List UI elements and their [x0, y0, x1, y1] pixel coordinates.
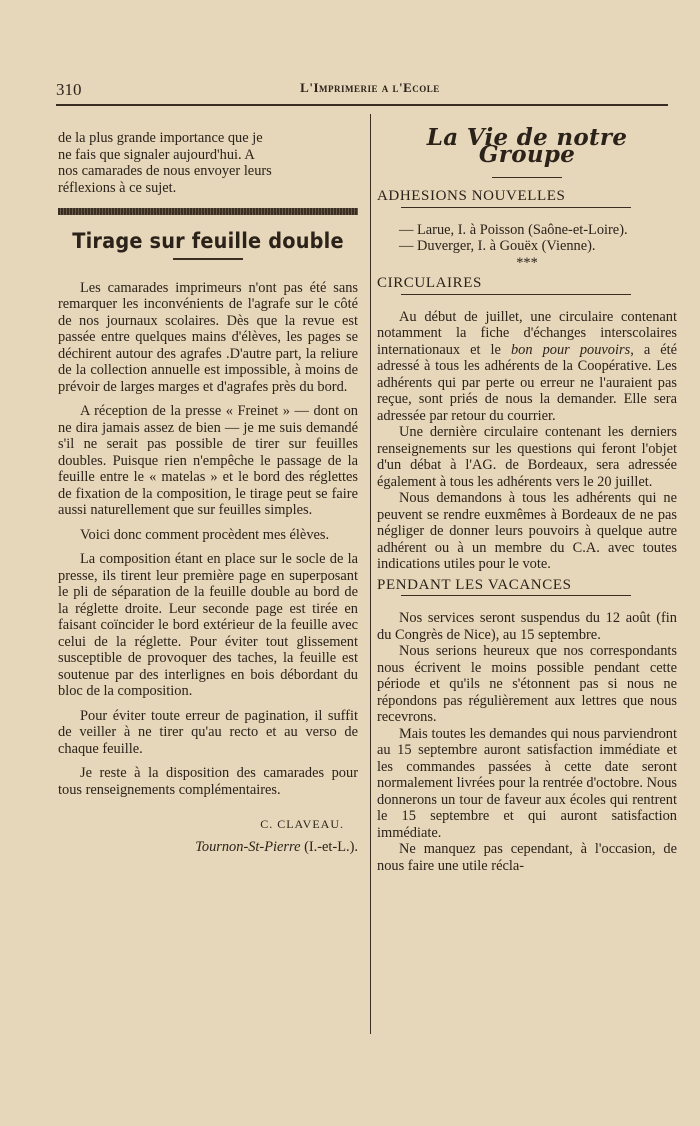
intro-line: réflexions à ce sujet. [58, 179, 177, 196]
page-number: 310 [56, 80, 82, 99]
section-heading-adhesions: ADHESIONS NOUVELLES [377, 188, 566, 204]
article-paragraph: Pour éviter toute erreur de pagination, il suffit de veiller à ne tirer qu'au recto et au verso de chaque feuille. [58, 707, 358, 757]
article-paragraph: A réception de la presse « Freinet » — dont on ne dira jamais assez de bien — je me suis demandé s'il ne serait pas possible de tirer sur feuilles doubles. Puisque rien n'empêche le passage de la feuille entre le « matelas » et le bord des réglettes de fixation de la composition, le tirage peut se faire aussi naturellement que sur feuilles simples. [58, 403, 358, 518]
intro-line: nos camarades de nous envoyer leurs [58, 163, 272, 179]
vacances-paragraph: Nous serions heureux que nos correspondants nous écrivent le moins possible pendant cette période et qu'ils ne s'étonnent pas si nous ne répondons pas régulièrement aux lettres que nous recevrons. [377, 643, 677, 725]
circulaire-paragraph: Nous demandons à tous les adhérents qui ne peuvent se rendre euxmêmes à Bordeaux de ne pas négliger de donner leurs pouvoirs à quelque autre adhérent ou à un membre du C.A. avec toutes indications utiles pour le vote. [377, 490, 677, 572]
intro-line: de la plus grande importance que je [58, 130, 263, 146]
right-column [377, 124, 678, 874]
circulaire-italic: bon pour pouvoirs [510, 341, 631, 358]
section-rule [401, 294, 631, 295]
section-rule [401, 595, 631, 596]
intro-line: ne fais que signaler aujourd'hui. A [58, 146, 255, 163]
author-signature: C. CLAVEAU. [260, 817, 344, 831]
column-divider [370, 114, 371, 1034]
title-underline [173, 258, 243, 260]
vacances-paragraph: Mais toutes les demandes qui nous parviendront au 15 septembre auront satisfaction immédiate et les commandes passées à cette date seront normalement livrées pour la rentrée d'octobre. Nous donnerons un tour de faveur aux écoles qui rentrent le 15 septembre et qui auront satisfaction immédiate. [377, 725, 677, 841]
vacances-paragraph: Ne manquez pas cependant, à l'occasion, de nous faire une utile récla- [377, 841, 677, 874]
left-column [58, 130, 358, 855]
circulaire-text: , a été adressé à tous les adhérents de la Coopérative. Les adhérents qui par perte ou erreur ne l'auraient pas reçue, sont priés de nous la demander. Elle sera adressée par retour du courrier. [377, 341, 678, 424]
article-paragraph: Je reste à la disposition des camarades pour tous renseignements complémentaires. [58, 765, 358, 798]
article-title: Tirage sur feuille double [72, 229, 344, 253]
group-title: La Vie de notre Groupe [426, 124, 628, 168]
article-paragraph: Voici donc comment procèdent mes élèves. [80, 526, 330, 543]
circulaire-paragraph: Une dernière circulaire contenant les derniers renseignements sur les questions qui feront l'objet d'un débat à l'AG. de Bordeaux, sera adressée également à tous les adhérents vers le 20 juillet. [377, 424, 677, 490]
location-town: Tournon-St-Pierre [195, 838, 301, 855]
section-separator-bar [58, 208, 358, 215]
section-heading-vacances: PENDANT LES VACANCES [377, 576, 572, 593]
adhesion-entry: — Larue, I. à Poisson (Saône-et-Loire). [399, 221, 628, 238]
vacances-paragraph: Nos services seront suspendus du 12 août (fin du Congrès de Nice), au 15 septembre. [377, 610, 677, 643]
circulaire-paragraph [377, 309, 677, 425]
author-location [58, 839, 358, 856]
circulaire-text: Au début de juillet, une circulaire contenant notamment la fiche d'échanges interscolaires internationaux et le [377, 308, 677, 358]
header-rule [56, 104, 668, 106]
stars-separator: *** [516, 254, 538, 271]
article-paragraph: La composition étant en place sur le socle de la presse, ils tirent leur première page en superposant le pli de séparation de la feuille double au bord de la réglette droite. Leur seconde page est tirée en faisant coïncider le bord extérieur de la feuille avec celui de la réglette. Pour éviter tout glissement susceptible de provoquer des taches, la feuille est soutenue par des interlignes en bois débordant du bloc de la composition. [58, 551, 358, 699]
group-title-rule [492, 177, 562, 178]
adhesion-entry: — Duverger, I. à Gouëx (Vienne). [399, 238, 596, 254]
section-rule [401, 207, 631, 208]
location-department: (I.-et-L.). [304, 838, 358, 855]
article-paragraph: Les camarades imprimeurs n'ont pas été sans remarquer les inconvénients de l'agrafe sur le côté de nos journaux scolaires. Dès que la revue est passée entre quelques mains d'élèves, les pages se déchirent autour des agrafes .D'autre part, la reliure de la collection annuelle est impossible, à moins de prévoir de larges marges et d'agrafes près du bord. [58, 279, 358, 395]
running-title: L'Imprimerie a l'Ecole [300, 80, 440, 95]
section-heading-circulaires: CIRCULAIRES [377, 275, 482, 291]
